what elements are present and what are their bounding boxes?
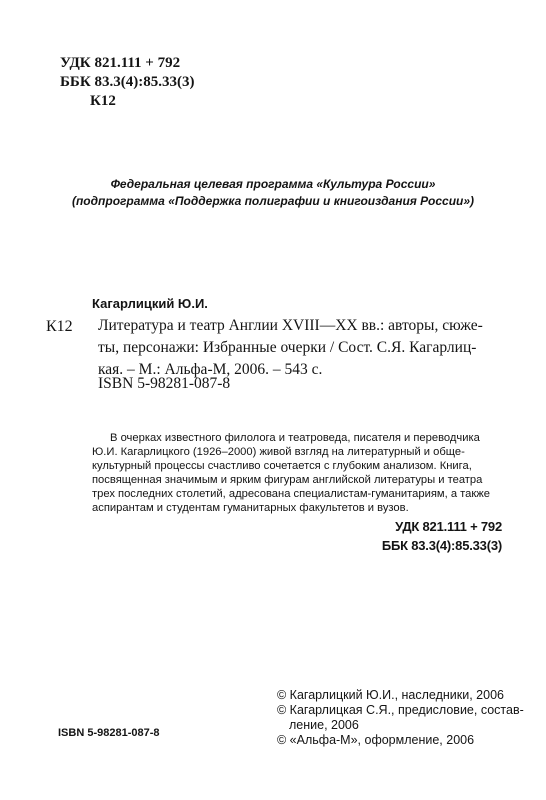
- copyright-line: ление, 2006: [289, 718, 359, 732]
- annotation-line: посвященная значимым и ярким фигурам английской литературы и театра: [92, 474, 483, 486]
- classification-top: [60, 54, 194, 111]
- record-author: Кагарлицкий Ю.И.: [92, 296, 208, 311]
- classification-bottom: [382, 517, 502, 555]
- program-note: [0, 176, 546, 210]
- copyright-line: © Кагарлицкая С.Я., предисловие, состав-: [277, 703, 524, 717]
- bbk-code-bottom: ББК 83.3(4):85.33(3): [381, 538, 502, 553]
- annotation-line: культурный процессы счастливо сочетается с глубоким анализом. Книга,: [92, 460, 472, 472]
- bibliographic-description: [98, 315, 483, 381]
- copyright-line: © «Альфа-М», оформление, 2006: [277, 733, 475, 747]
- bib-line: Литература и театр Англии XVIII—XX вв.: авторы, сюже-: [98, 317, 483, 334]
- udk-code: УДК 821.111 + 792: [60, 55, 181, 71]
- record-author-mark: К12: [46, 318, 73, 335]
- copyright-block: [277, 688, 524, 748]
- author-mark: К12: [90, 93, 116, 109]
- bbk-code: ББК 83.3(4):85.33(3): [60, 74, 195, 90]
- subprogram-line: (подпрограмма «Поддержка полиграфии и книгоиздания России»): [71, 194, 475, 208]
- annotation-line: Ю.И. Кагарлицкого (1926–2000) живой взгляд на литературный и обще-: [92, 446, 465, 458]
- record-isbn: ISBN 5-98281-087-8: [98, 375, 231, 392]
- annotation: [92, 431, 504, 515]
- annotation-line: В очерках известного филолога и театроведа, писателя и переводчика: [110, 432, 480, 444]
- program-line: Федеральная целевая программа «Культура России»: [110, 177, 436, 191]
- isbn-bottom: ISBN 5-98281-087-8: [58, 727, 160, 739]
- bib-line: кая. – М.: Альфа-М, 2006. – 543 с.: [98, 361, 323, 378]
- copyright-line: © Кагарлицкий Ю.И., наследники, 2006: [277, 688, 504, 702]
- udk-code-bottom: УДК 821.111 + 792: [395, 519, 502, 534]
- annotation-line: трех последних столетий, адресована специалистам-гуманитариям, а также: [92, 488, 490, 500]
- annotation-line: аспирантам и студентам гуманитарных факультетов и вузов.: [92, 502, 409, 514]
- bib-line: ты, персонажи: Избранные очерки / Сост. С.Я. Кагарлиц-: [98, 339, 477, 356]
